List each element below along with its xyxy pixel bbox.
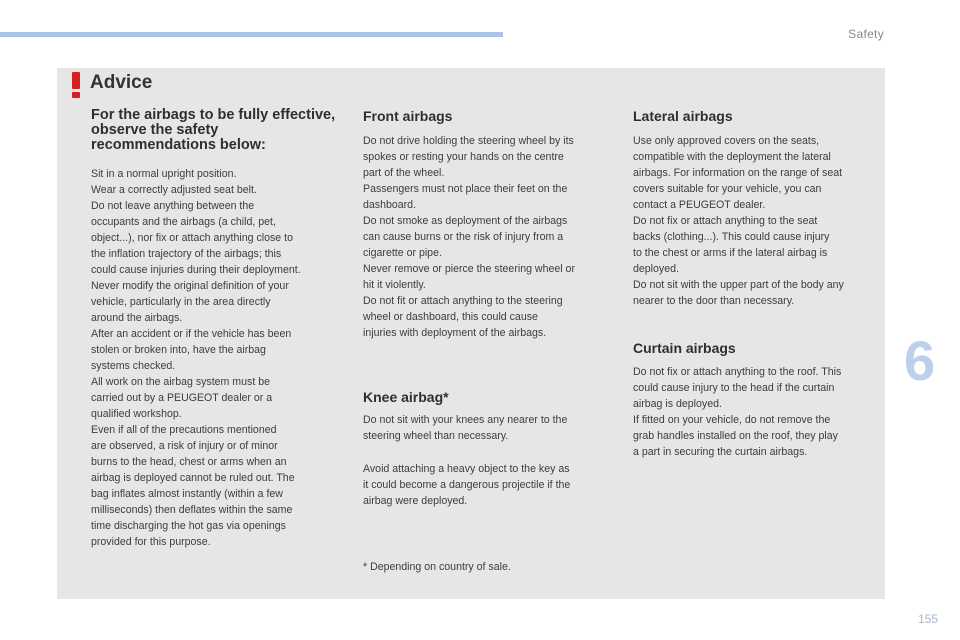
text-line: Do not leave anything between the bbox=[91, 200, 255, 212]
knee-airbag-heading: Knee airbag* bbox=[363, 389, 449, 405]
chapter-number: 6 bbox=[904, 329, 936, 392]
text-line: the inflation trajectory of the airbags; this bbox=[91, 248, 282, 260]
text-line: burns to the head, chest or arms when an bbox=[91, 456, 287, 468]
text-line: Even if all of the precautions mentioned bbox=[91, 424, 277, 436]
text-line: backs (clothing...). This could cause injury bbox=[633, 231, 830, 243]
curtain-airbags-section bbox=[633, 340, 883, 460]
curtain-airbags-heading: Curtain airbags bbox=[633, 340, 736, 356]
text-line: spokes or resting your hands on the centre bbox=[363, 151, 564, 163]
text-line: provided for this purpose. bbox=[91, 536, 211, 548]
text-line: to the chest or arms if the lateral airbag is bbox=[633, 247, 828, 259]
text-line: nearer to the door than necessary. bbox=[633, 295, 795, 307]
front-airbags-section bbox=[363, 108, 613, 341]
text-line: stolen or broken into, have the airbag bbox=[91, 344, 266, 356]
text-line: covers suitable for your vehicle, you can bbox=[633, 183, 822, 195]
text-line: qualified workshop. bbox=[91, 408, 182, 420]
text-line: systems checked. bbox=[91, 360, 176, 372]
text-line: Never remove or pierce the steering wheel or bbox=[363, 263, 575, 275]
text-line: Do not drive holding the steering wheel by its bbox=[363, 135, 574, 147]
recommendations-heading: For the airbags to be fully effective, observe the safety recommendations below: bbox=[91, 107, 336, 153]
text-line: Do not fix or attach anything to the seat bbox=[633, 215, 818, 227]
text-line: Avoid attaching a heavy object to the key as bbox=[363, 463, 570, 475]
text-line: After an accident or if the vehicle has been bbox=[91, 328, 292, 340]
text-line: Use only approved covers on the seats, bbox=[633, 135, 820, 147]
text-line: time discharging the hot gas via openings bbox=[91, 520, 286, 532]
page-number: 155 bbox=[918, 612, 939, 626]
text-line: can cause burns or the risk of injury from a bbox=[363, 231, 564, 243]
lateral-airbags-section bbox=[633, 108, 883, 309]
text-line: steering wheel than necessary. bbox=[363, 430, 509, 442]
text-line: contact a PEUGEOT dealer. bbox=[633, 199, 766, 211]
text-line: occupants and the airbags (a child, pet, bbox=[91, 216, 276, 228]
text-line: Never modify the original definition of your bbox=[91, 280, 289, 292]
text-line: could cause injury to the head if the curtain bbox=[633, 382, 835, 394]
knee-airbag-section bbox=[363, 389, 613, 509]
text-line: Do not sit with your knees any nearer to the bbox=[363, 414, 568, 426]
text-line: Do not fit or attach anything to the steering bbox=[363, 295, 563, 307]
lateral-airbags-heading: Lateral airbags bbox=[633, 108, 733, 124]
section-title: Safety bbox=[848, 27, 884, 41]
text-line: compatible with the deployment the lateral bbox=[633, 151, 831, 163]
text-line: injuries with deployment of the airbags. bbox=[363, 327, 547, 339]
front-airbags-heading: Front airbags bbox=[363, 108, 453, 124]
text-line: airbags. For information on the range of seat bbox=[633, 167, 843, 179]
text-line: hit it violently. bbox=[363, 279, 426, 291]
text-line: dashboard. bbox=[363, 199, 417, 211]
advice-title: Advice bbox=[90, 72, 153, 93]
text-line: Do not fix or attach anything to the roof. This bbox=[633, 366, 842, 378]
text-line: airbag is deployed cannot be ruled out. The bbox=[91, 472, 295, 484]
general-recommendations bbox=[91, 108, 343, 550]
text-line: part of the wheel. bbox=[363, 167, 445, 179]
text-line: carried out by a PEUGEOT dealer or a bbox=[91, 392, 273, 404]
text-line: wheel or dashboard, this could cause bbox=[363, 311, 538, 323]
text-line: airbag is deployed. bbox=[633, 398, 722, 410]
text-line: grab handles installed on the roof, they play bbox=[633, 430, 838, 442]
text-line: Wear a correctly adjusted seat belt. bbox=[91, 184, 257, 196]
footnote: * Depending on country of sale. bbox=[363, 561, 511, 573]
text-line: vehicle, particularly in the area directly bbox=[91, 296, 271, 308]
text-line: Passengers must not place their feet on the bbox=[363, 183, 568, 195]
text-line: around the airbags. bbox=[91, 312, 183, 324]
text-line: Do not smoke as deployment of the airbags bbox=[363, 215, 568, 227]
text-line: bag inflates almost instantly (within a few bbox=[91, 488, 283, 500]
text-line: could cause injuries during their deployment. bbox=[91, 264, 301, 276]
text-line: a part in securing the curtain airbags. bbox=[633, 446, 808, 458]
text-line: All work on the airbag system must be bbox=[91, 376, 270, 388]
header-accent-bar bbox=[0, 32, 503, 37]
text-line: are observed, a risk of injury or of minor bbox=[91, 440, 278, 452]
text-line: Do not sit with the upper part of the body any bbox=[633, 279, 844, 291]
warning-exclamation-icon bbox=[72, 72, 80, 98]
text-line: it could become a dangerous projectile if the bbox=[363, 479, 571, 491]
text-line: object...), nor fix or attach anything close to bbox=[91, 232, 293, 244]
text-line: Sit in a normal upright position. bbox=[91, 168, 237, 180]
text-line: milliseconds) then deflates within the same bbox=[91, 504, 293, 516]
text-line: If fitted on your vehicle, do not remove the bbox=[633, 414, 831, 426]
recommendations-text bbox=[91, 166, 343, 550]
text-line: deployed. bbox=[633, 263, 679, 275]
text-line: cigarette or pipe. bbox=[363, 247, 442, 259]
text-line: airbag were deployed. bbox=[363, 495, 468, 507]
